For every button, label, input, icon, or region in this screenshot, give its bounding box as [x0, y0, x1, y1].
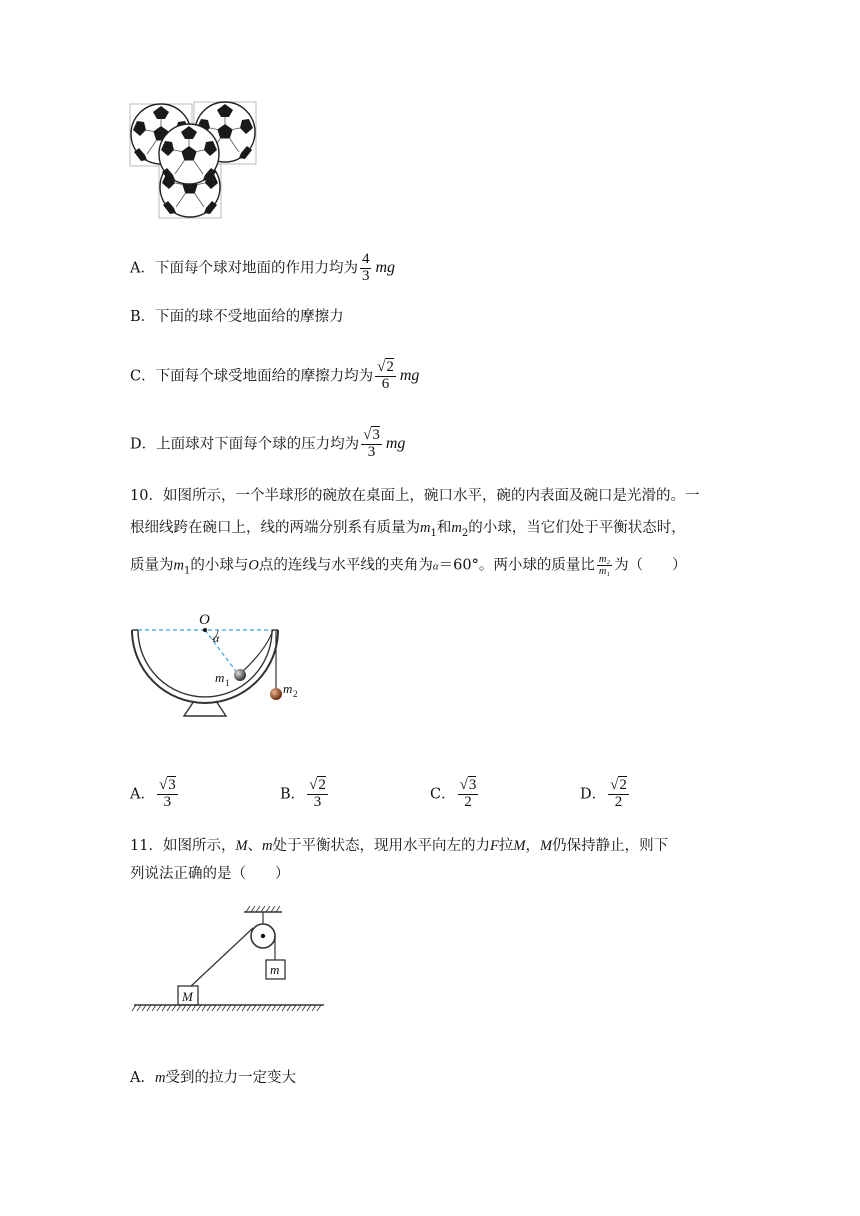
- q10-option-a: A． $\frac{√3}{3}$: [130, 777, 176, 810]
- svg-text:1: 1: [225, 678, 230, 688]
- q10-line-1: 10．如图所示，一个半球形的碗放在桌面上，碗口水平，碗的内表面及碗口是光滑的。一: [130, 488, 700, 504]
- q9-option-d: D．上面球对下面每个球的压力均为 $\frac{√3}{3}$ mg: [130, 427, 406, 460]
- label-M: M: [182, 989, 193, 1004]
- svg-text:2: 2: [293, 689, 298, 699]
- q11-option-a: A．m受到的拉力一定变大: [130, 1070, 296, 1086]
- label-alpha: α: [213, 631, 220, 645]
- q9-option-c: C．下面每个球受地面给的摩擦力均为 $\frac{√2}{6}$ mg: [130, 359, 420, 392]
- label-m: m: [270, 962, 280, 977]
- q10-line-2: 根细线跨在碗口上，线的两端分别系有质量为$m_1$和$m_2$的小球，当它们处于平衡状态时，: [130, 520, 686, 539]
- q9-option-b: B．下面的球不受地面给的摩擦力: [130, 309, 344, 325]
- q11-line-1: 11．如图所示，M、m处于平衡状态，现用水平向左的力F拉M，M仍保持静止，则下: [130, 838, 669, 854]
- q10-option-d: D． $\frac{√2}{2}$: [580, 777, 627, 810]
- q9-option-a: A．下面每个球对地面的作用力均为 $\frac{4}{3}$ mg: [130, 251, 396, 284]
- label-O: O: [199, 612, 210, 628]
- stacked-soccer-balls-figure: [128, 98, 268, 222]
- svg-text:m: m: [283, 681, 293, 696]
- hemispherical-bowl-figure: [126, 610, 316, 720]
- pulley-system-figure: [130, 904, 330, 1016]
- q11-line-2: 列说法正确的是（ ）: [130, 866, 290, 882]
- q10-option-c: C． $\frac{√3}{2}$: [430, 777, 477, 810]
- svg-text:m: m: [215, 670, 225, 685]
- q10-option-b: B． $\frac{√2}{3}$: [280, 777, 326, 810]
- q10-line-3: 质量为$m_1$的小球与O点的连线与水平线的夹角为α＝60°。两小球的质量比 $\frac{\text{m₂}}{\text{m₁}}$ 为（ ）: [130, 554, 687, 578]
